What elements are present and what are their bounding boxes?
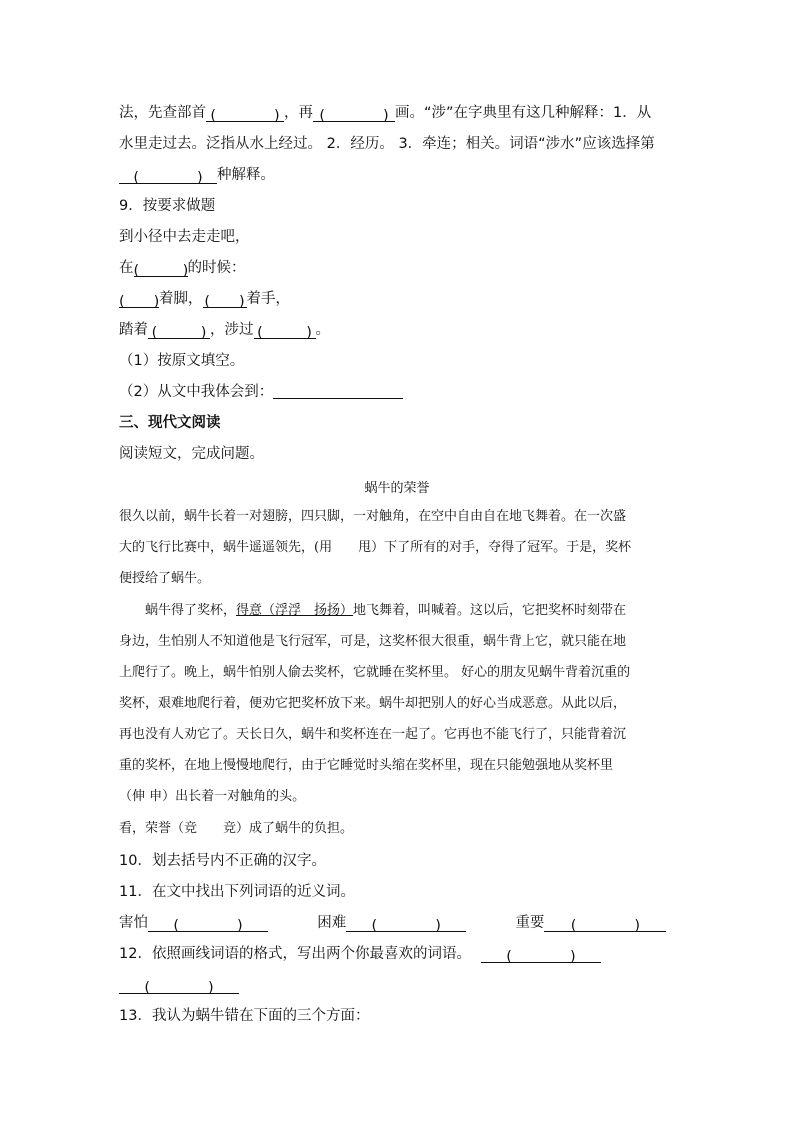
blank-synonym-3[interactable]: ( ) (544, 915, 666, 932)
underlined-phrase: 得意（浮浮 扬扬） (236, 603, 354, 618)
q9-poem-line-1: 到小径中去走走吧， (119, 229, 250, 245)
q9-title: 9．按要求做题 (119, 198, 216, 214)
blank-poem-2[interactable]: ( ) (119, 291, 159, 308)
q9-poem-line-2: 在( )的时候： (119, 260, 246, 279)
q12: 12．依照画线词语的格式，写出两个你最喜欢的词语。 ( ) (119, 943, 601, 965)
q11-words: 害怕 ( ) 困难 ( ) 重要 ( ) (119, 912, 679, 934)
blank-synonym-2[interactable]: ( ) (346, 915, 466, 932)
blank-favorite-word-1[interactable]: ( ) (481, 946, 601, 963)
passage-p3: 看，荣誉（竞 竞）成了蜗牛的负担。 (119, 821, 354, 836)
q12-line-2 (119, 974, 239, 996)
q8-line-2: 水里走过去。泛指从水上经过。 2．经历。 3．牵连；相关。词语“涉水”应该选择第 (119, 136, 655, 152)
passage-p1-line-2: 大的飞行比赛中，蜗牛遥遥领先，(用 甩）下了所有的对手，夺得了冠军。于是，奖杯 (119, 540, 632, 555)
q9-poem-line-3: ( )着脚， ( ) 着手， (119, 291, 290, 310)
blank-radical[interactable]: ( ) (206, 105, 284, 122)
passage-p1-line-1: 很久以前，蜗牛长着一对翅膀，四只脚，一对触角，在空中自由自在地飞舞着。在一次盛 (119, 509, 627, 524)
section-heading: 三、现代文阅读 (119, 415, 221, 431)
blank-poem-1[interactable]: ( ) (134, 260, 188, 277)
q9-sub-1: （1）按原文填空。 (119, 353, 245, 369)
passage-p2-line-5: 再也没有人劝它了。天长日久，蜗牛和奖杯连在一起了。它再也不能飞行了，只能背着沉 (119, 727, 627, 742)
passage-p2-line-2: 身边，生怕别人不知道他是飞行冠军，可是，这奖杯很大很重，蜗牛背上它，就只能在地 (119, 634, 627, 649)
passage-p2-line-6: 重的奖杯，在地上慢慢地爬行，由于它睡觉时头缩在奖杯里，现在只能勉强地从奖杯里 (119, 758, 614, 773)
blank-meaning[interactable]: ( ) (119, 167, 217, 184)
q9-poem-line-4: 踏着 ( ) ，涉过 ( ) 。 (119, 322, 330, 341)
q9-sub-2: （2）从文中我体会到： (119, 381, 403, 403)
blank-insight[interactable] (273, 382, 403, 399)
blank-poem-4[interactable]: ( ) (148, 322, 210, 339)
blank-strokes[interactable]: ( ) (313, 105, 395, 122)
section-intro: 阅读短文，完成问题。 (119, 446, 264, 462)
blank-poem-5[interactable]: ( ) (254, 322, 316, 339)
q11-title: 11．在文中找出下列词语的近义词。 (119, 884, 355, 900)
passage-p2-line-7: （伸 申）出长着一对触角的头。 (119, 789, 306, 804)
blank-synonym-1[interactable]: ( ) (148, 915, 268, 932)
q8-line-3: ( ) 种解释。 (119, 164, 275, 186)
blank-favorite-word-2[interactable]: ( ) (119, 977, 239, 994)
passage-p2-line-1: 蜗牛得了奖杯，得意（浮浮 扬扬）地飞舞着，叫喊着。这以后，它把奖杯时刻带在 (145, 603, 627, 618)
blank-poem-3[interactable]: ( ) (203, 291, 247, 308)
q13: 13．我认为蜗牛错在下面的三个方面： (119, 1008, 370, 1024)
q10: 10．划去括号内不正确的汉字。 (119, 853, 326, 869)
passage-p1-line-3: 便授给了蜗牛。 (119, 571, 211, 586)
passage-p2-line-3: 上爬行了。晚上，蜗牛怕别人偷去奖杯，它就睡在奖杯里。 好心的朋友见蜗牛背着沉重的 (119, 665, 631, 680)
passage-title: 蜗牛的荣誉 (364, 481, 430, 496)
q8-line-1: 法，先查部首 ( ) ，再 ( ) 画。“涉”在字典里有这几种解释：1．从 (119, 105, 652, 124)
passage-p2-line-4: 奖杯，艰难地爬行着，便劝它把奖杯放下来。蜗牛却把别人的好心当成恶意。从此以后， (119, 696, 627, 711)
